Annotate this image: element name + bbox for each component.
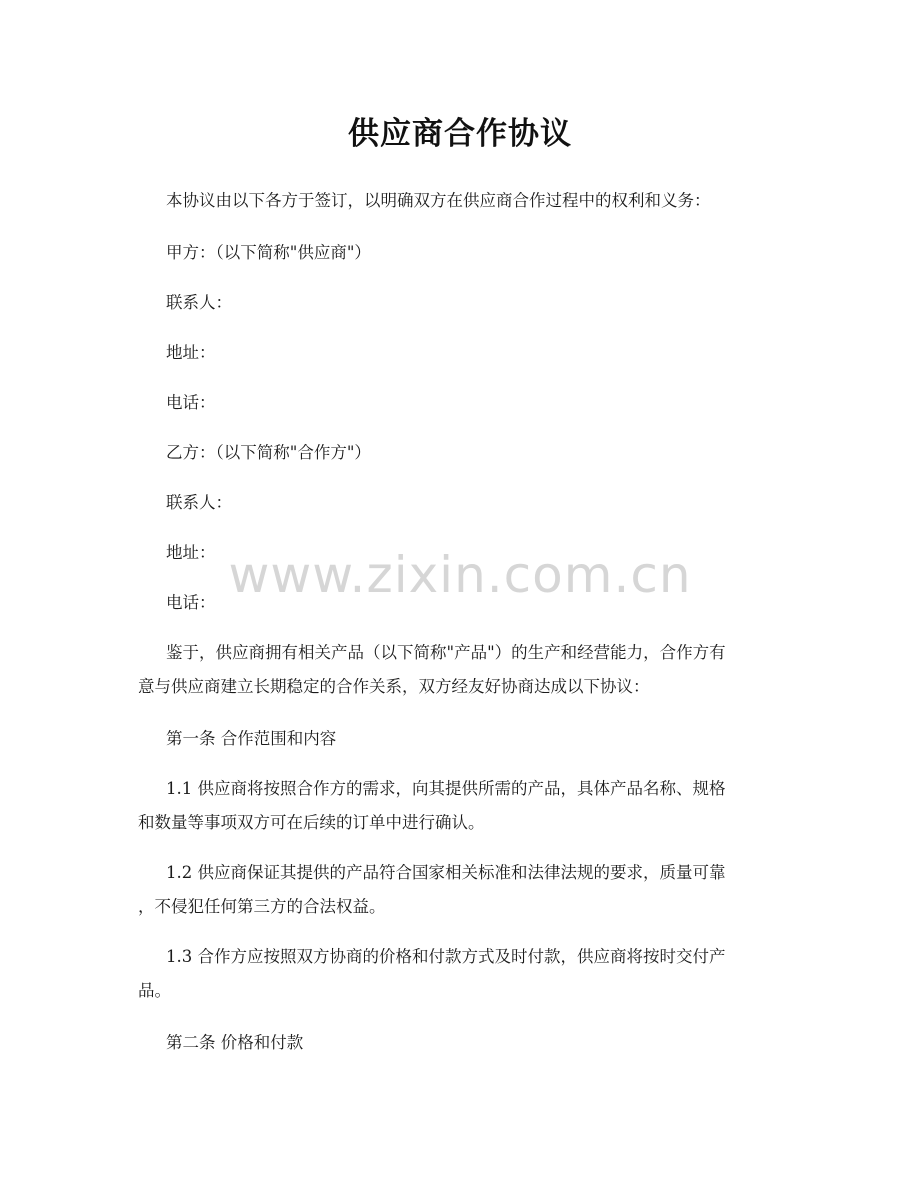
article-2-heading: 第二条 价格和付款 [166,1033,304,1052]
clause-1-2-line-2: ，不侵犯任何第三方的合法权益。 [138,897,386,916]
party-b-contact: 联系人： [166,493,232,512]
party-b-address: 地址： [166,543,216,562]
document-title: 供应商合作协议 [348,116,572,152]
clause-1-3-line-2: 品。 [138,981,171,1000]
whereas-line-1: 鉴于，供应商拥有相关产品（以下简称"产品"）的生产和经营能力，合作方有 [166,643,726,662]
party-b-line: 乙方：（以下简称"合作方"） [166,443,371,462]
article-1-heading: 第一条 合作范围和内容 [166,729,337,748]
party-a-address: 地址： [166,343,216,362]
clause-1-1-line-2: 和数量等事项双方可在后续的订单中进行确认。 [138,813,485,832]
whereas-line-2: 意与供应商建立长期稳定的合作关系，双方经友好协商达成以下协议： [138,677,650,696]
clause-1-2-line-1: 1.2 供应商保证其提供的产品符合国家相关标准和法律法规的要求，质量可靠 [166,863,726,882]
intro-text: 本协议由以下各方于签订，以明确双方在供应商合作过程中的权利和义务： [166,191,711,210]
watermark-text: www.zixin.com.cn [228,546,692,604]
party-a-phone: 电话： [166,393,216,412]
party-a-contact: 联系人： [166,293,232,312]
clause-1-3-line-1: 1.3 合作方应按照双方协商的价格和付款方式及时付款，供应商将按时交付产 [166,947,726,966]
party-b-phone: 电话： [166,593,216,612]
party-a-line: 甲方：（以下简称"供应商"） [166,243,371,262]
clause-1-1-line-1: 1.1 供应商将按照合作方的需求，向其提供所需的产品，具体产品名称、规格 [166,779,726,798]
